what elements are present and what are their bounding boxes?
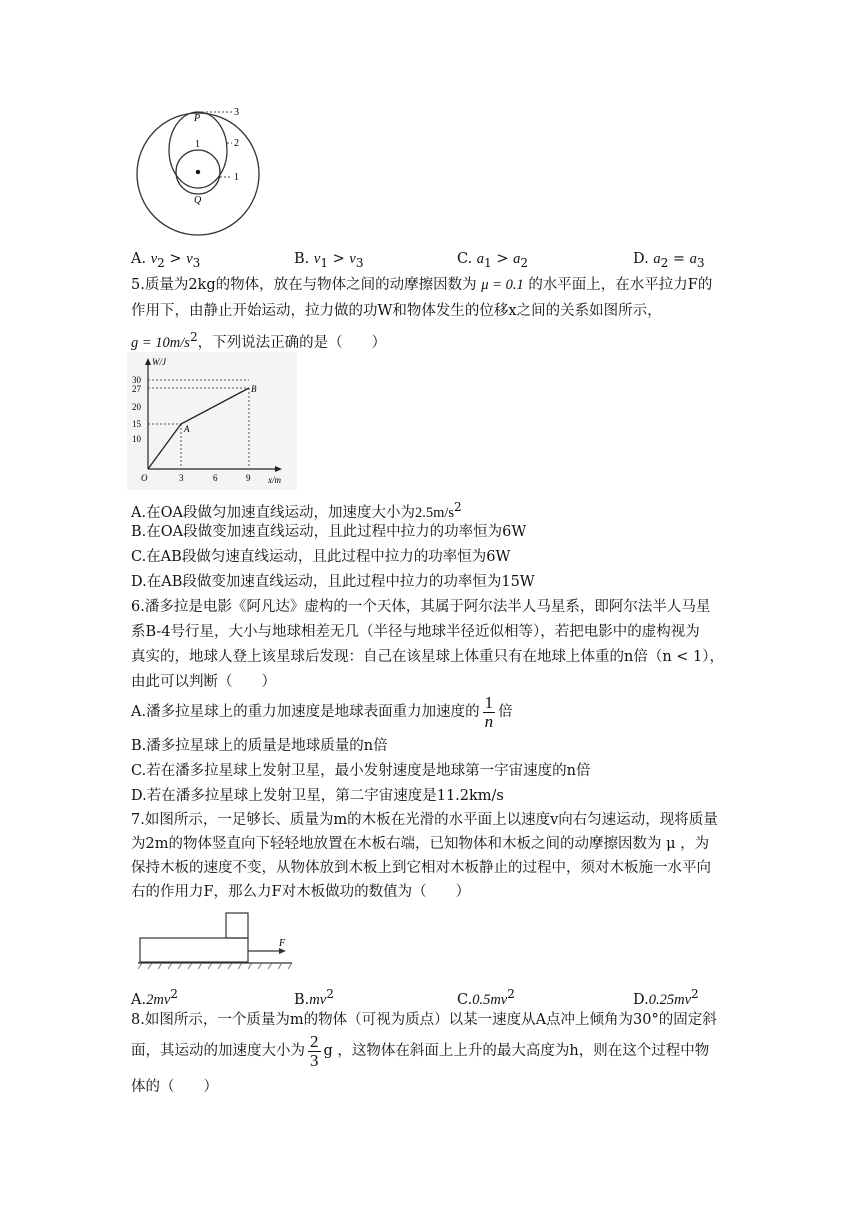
y-tick-10: 10 <box>132 434 141 444</box>
y-tick-27: 27 <box>132 384 141 394</box>
q6-line-1: 6.潘多拉是电影《阿凡达》虚构的一个天体，其属于阿尔法半人马星系，即阿尔法半人马星 <box>131 599 711 615</box>
point-b-label: B <box>251 384 257 394</box>
q5-line-3: $g = 10m/s^2$，下列说法正确的是（ ） <box>131 330 387 351</box>
q5-option-a[interactable]: A.在OA段做匀加速直线运动，加速度大小为$2.5m/s^2$ <box>131 500 462 521</box>
x-tick-3: 3 <box>179 473 184 483</box>
q5-line-2: 作用下，由静止开始运动，拉力做的功W和物体发生的位移x之间的关系如图所示， <box>131 303 662 319</box>
q5-option-b[interactable]: B.在OA段做变加速直线运动，且此过程中拉力的功率恒为6W <box>131 524 527 540</box>
q7-line-1: 7.如图所示，一足够长、质量为m的木板在光滑的水平面上以速度v向右匀速运动，现将质量 <box>131 812 718 828</box>
y-tick-15: 15 <box>132 419 141 429</box>
q6-line-2: 系B-4号行星，大小与地球相差无几（半径与地球半径近似相等），若把电影中的虚构视为 <box>131 624 700 640</box>
q7-line-4: 右的作用力F，那么力F对木板做功的数值为（ ） <box>131 884 471 900</box>
work-displacement-graph <box>127 352 297 490</box>
q4-option-a[interactable]: A. $v_2 > v_3$ <box>131 251 201 270</box>
label-orbit-3: 3 <box>234 107 239 118</box>
label-orbit-1: 1 <box>234 172 239 183</box>
q7-option-d[interactable]: $D.0.25mv^2$ <box>633 987 699 1008</box>
q6-line-3: 真实的，地球人登上该星球后发现：自己在该星球上体重只有在地球上体重的n倍（n < 1）， <box>131 649 725 665</box>
q5-option-c[interactable]: C.在AB段做匀速直线运动，且此过程中拉力的功率恒为6W <box>131 549 511 565</box>
orbit-diagram <box>130 100 260 240</box>
q7-option-b[interactable]: $B.mv^2$ <box>294 987 334 1008</box>
graph-xlabel: x/m <box>268 475 281 485</box>
q6-option-b[interactable]: B.潘多拉星球上的质量是地球质量的n倍 <box>131 738 388 754</box>
q4-option-b[interactable]: B. $v_1 > v_3$ <box>294 251 364 270</box>
q5-line-1: 5.质量为2kg的物体，放在与物体之间的动摩擦因数为 μ = 0.1 的水平面上，在水平拉力F的 <box>131 277 713 293</box>
y-tick-30: 30 <box>132 375 141 385</box>
q6-option-d[interactable]: D.若在潘多拉星球上发射卫星，第二宇宙速度是11.2km/s <box>131 788 504 804</box>
graph-ylabel: W/J <box>152 357 166 367</box>
q5-option-d[interactable]: D.在AB段做变加速直线运动，且此过程中拉力的功率恒为15W <box>131 574 535 590</box>
point-a-label: A <box>184 424 190 434</box>
fraction-2-over-3: $\frac{2}{3}$ <box>310 1031 319 1070</box>
q8-line-3: 体的（ ） <box>131 1079 218 1095</box>
y-tick-20: 20 <box>132 402 141 412</box>
planet-dot <box>196 170 200 174</box>
board <box>140 938 248 962</box>
q6-line-4: 由此可以判断（ ） <box>131 674 276 690</box>
q6-option-c[interactable]: C.若在潘多拉星球上发射卫星，最小发射速度是地球第一宇宙速度的n倍 <box>131 763 591 779</box>
q4-option-d[interactable]: D. $a_2 = a_3$ <box>633 251 705 270</box>
fraction-1-over-n: $\frac{1}{n}$ <box>484 692 494 731</box>
origin-label: O <box>141 473 148 483</box>
q7-line-2: 为2m的物体竖直向下轻轻地放置在木板右端，已知物体和木板之间的动摩擦因数为 μ ，为 <box>131 836 710 852</box>
label-Q: Q <box>194 195 202 206</box>
q8-line-1: 8.如图所示，一个质量为m的物体（可视为质点）以某一速度从A点冲上倾角为30°的固定斜 <box>131 1012 717 1028</box>
q7-option-a[interactable]: $A.2mv^2$ <box>131 987 178 1008</box>
x-tick-6: 6 <box>213 473 218 483</box>
q8-line-2: 面，其运动的加速度大小为 $\frac{2}{3}$ g ，这物体在斜面上上升的最大高度为h，则在这个过程中物 <box>131 1031 710 1070</box>
label-orbit-2: 2 <box>234 138 239 149</box>
label-P: P <box>194 113 201 124</box>
force-label: F <box>279 938 286 949</box>
q7-option-c[interactable]: $C.0.5mv^2$ <box>457 987 515 1008</box>
q7-line-3: 保持木板的速度不变，从物体放到木板上到它相对木板静止的过程中，须对木板施一水平向 <box>131 860 711 876</box>
label-inner-1: 1 <box>195 139 200 150</box>
board-block-diagram <box>136 910 296 972</box>
x-tick-9: 9 <box>246 473 251 483</box>
block <box>226 913 248 938</box>
q6-option-a[interactable]: A.潘多拉星球上的重力加速度是地球表面重力加速度的 $\frac{1}{n}$ 倍 <box>131 692 513 731</box>
q4-option-c[interactable]: C. $a_1 > a_2$ <box>457 251 529 270</box>
